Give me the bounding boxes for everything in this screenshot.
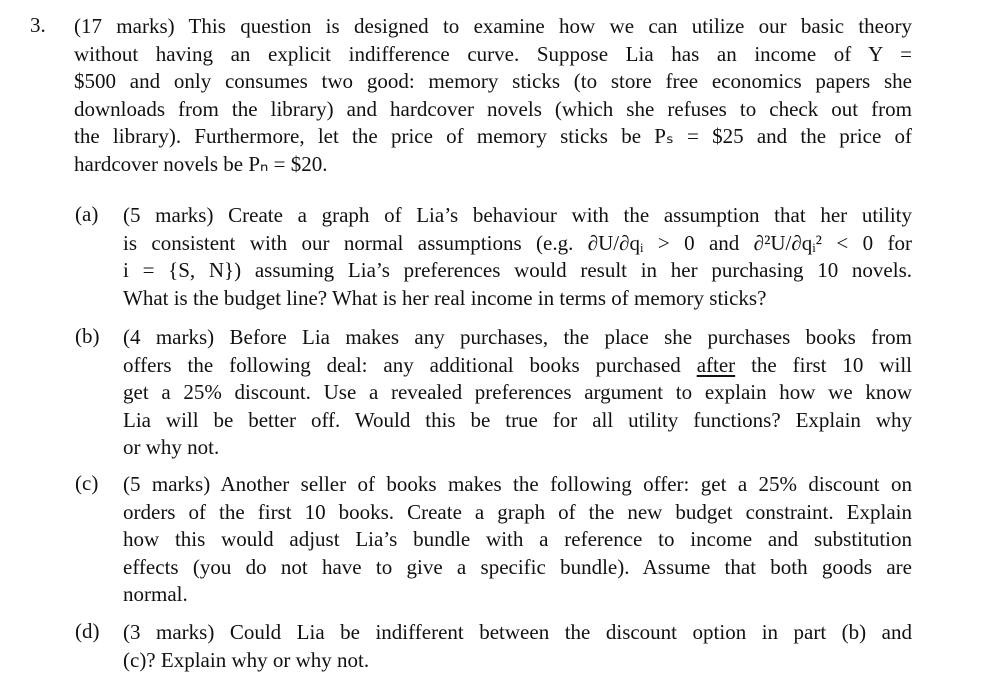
text-segment: or why not. — [123, 435, 220, 460]
text-segment: (3 marks) Could Lia be indifferent between the discount option in part (b) and — [123, 620, 912, 644]
text-line — [74, 151, 912, 179]
part-c-text — [123, 471, 912, 609]
text-line — [123, 619, 912, 647]
text-segment: is consistent with our normal assumptions (e.g. ∂U/∂qᵢ > 0 and ∂²U/∂qᵢ² < 0 for — [123, 230, 912, 255]
text-segment: get a 25% discount. Use a revealed preferences argument to explain how we know — [123, 380, 912, 405]
text-segment: (c)? Explain why or why not. — [123, 647, 370, 672]
text-line — [123, 230, 912, 258]
text-line — [123, 647, 912, 675]
text-line — [123, 379, 912, 407]
part-b-text — [123, 324, 912, 462]
text-segment: (4 marks) Before Lia makes any purchases, the place she purchases books from — [123, 325, 912, 349]
text-segment: without having an explicit indifference curve. Suppose Lia has an income of Y = — [74, 41, 912, 66]
text-line — [74, 13, 912, 41]
question-number: 3. — [30, 13, 46, 37]
part-label: (c) — [75, 471, 99, 495]
text-line — [123, 285, 912, 313]
text-line — [74, 96, 912, 124]
text-line — [123, 554, 912, 582]
text-segment: (5 marks) Create a graph of Lia’s behaviour with the assumption that her utility — [123, 203, 912, 227]
text-segment: downloads from the library) and hardcover novels (which she refuses to check out from — [74, 96, 912, 121]
text-line — [123, 434, 912, 462]
text-segment: i = {S, N}) assuming Lia’s preferences would result in her purchasing 10 novels. — [123, 258, 912, 283]
text-segment: how this would adjust Lia’s bundle with a reference to income and substitution — [123, 527, 912, 552]
text-segment: hardcover novels be Pₙ = $20. — [74, 151, 328, 176]
part-a-text — [123, 202, 912, 312]
text-line — [74, 68, 912, 96]
text-line — [123, 581, 912, 609]
text-line — [123, 324, 912, 352]
text-line — [74, 123, 912, 151]
text-segment: the first 10 will — [735, 352, 912, 377]
text-line — [123, 499, 912, 527]
part-label: (a) — [75, 202, 99, 226]
text-segment: offers the following deal: any additional books purchased — [123, 352, 697, 377]
text-segment: $500 and only consumes two good: memory sticks (to store free economics papers she — [74, 69, 912, 94]
text-line — [123, 471, 912, 499]
text-line — [123, 526, 912, 554]
text-line — [123, 352, 912, 380]
part-label: (b) — [75, 324, 100, 348]
text-line — [123, 257, 912, 285]
text-line — [123, 202, 912, 230]
text-line — [74, 41, 912, 69]
part-d-text — [123, 619, 912, 674]
text-segment: orders of the first 10 books. Create a graph of the new budget constraint. Explain — [123, 499, 912, 524]
text-segment: What is the budget line? What is her real income in terms of memory sticks? — [123, 285, 767, 310]
part-label: (d) — [75, 619, 100, 643]
text-segment: Lia will be better off. Would this be true for all utility functions? Explain why — [123, 407, 912, 432]
text-line — [123, 407, 912, 435]
question-stem — [74, 13, 912, 179]
text-segment: normal. — [123, 582, 188, 607]
text-segment: effects (you do not have to give a specific bundle). Assume that both goods are — [123, 554, 912, 579]
text-segment: (5 marks) Another seller of books makes the following offer: get a 25% discount on — [123, 472, 912, 496]
text-segment: (17 marks) This question is designed to examine how we can utilize our basic theory — [74, 14, 912, 38]
underlined-text: after — [696, 352, 736, 377]
text-segment: the library). Furthermore, let the price of memory sticks be Pₛ = $25 and the price of — [74, 124, 912, 149]
